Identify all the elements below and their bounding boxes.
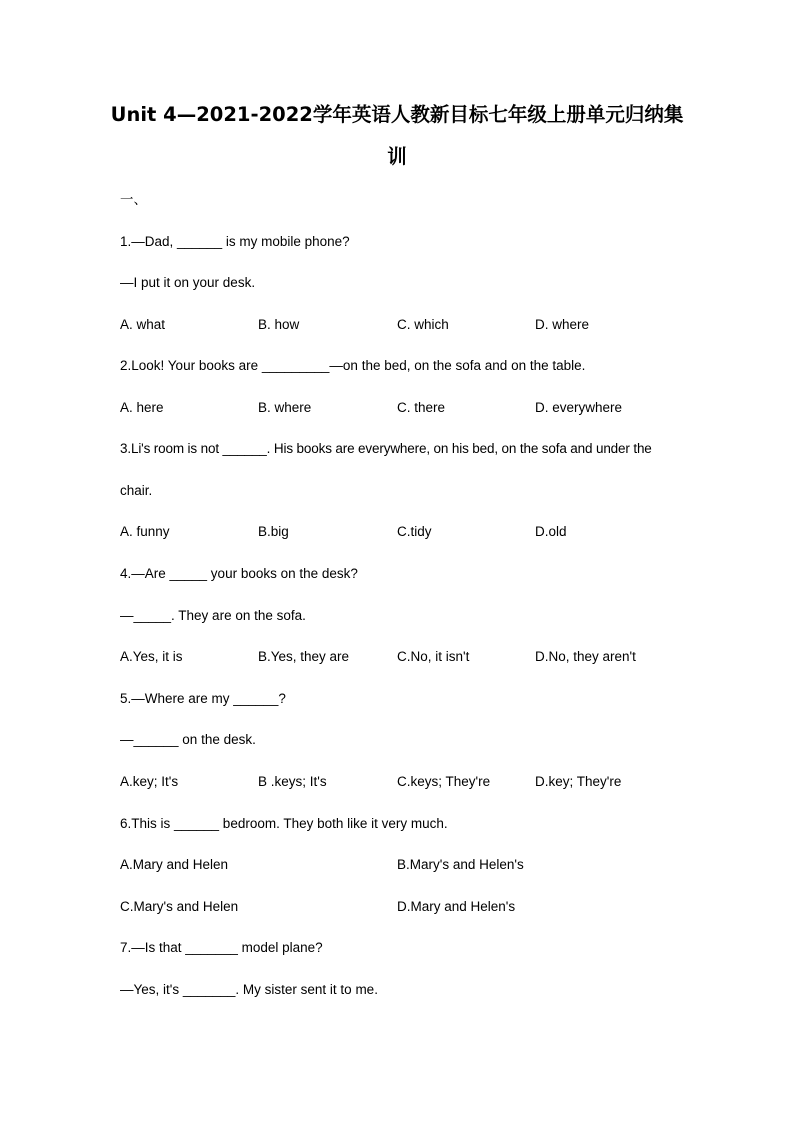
question-3-option-d: D.old (535, 524, 567, 539)
question-7-stem: 7.—Is that _______ model plane? (120, 940, 323, 955)
question-2-option-c: C. there (397, 400, 446, 415)
question-6-option-d: D.Mary and Helen's (397, 899, 516, 914)
question-2-stem: 2.Look! Your books are _________—on the bed, on the sofa and on the table. (120, 358, 586, 373)
question-5-option-a: A.key; It's (120, 774, 179, 789)
question-1-option-b: B. how (258, 317, 300, 332)
question-1-stem: 1.—Dad, ______ is my mobile phone? (120, 234, 350, 249)
question-1-option-d: D. where (535, 317, 590, 332)
question-3-stem: 3.Li's room is not ______. His books are everywhere, on his bed, on the sofa and under the (120, 441, 652, 456)
question-3-option-c: C.tidy (397, 524, 432, 539)
question-5-option-d: D.key; They're (535, 774, 622, 789)
document-title-line-2: 训 (387, 145, 407, 168)
question-5-response: —______ on the desk. (120, 732, 256, 747)
question-5-option-c: C.keys; They're (397, 774, 491, 789)
question-7-response: —Yes, it's _______. My sister sent it to me. (120, 982, 378, 997)
document-title-line-1: Unit 4—2021-2022学年英语人教新目标七年级上册单元归纳集 (110, 103, 684, 126)
question-3-option-b: B.big (258, 524, 289, 539)
question-1-option-a: A. what (120, 317, 166, 332)
question-2-option-d: D. everywhere (535, 400, 623, 415)
question-5-stem: 5.—Where are my ______? (120, 691, 286, 706)
question-4-option-b: B.Yes, they are (258, 649, 350, 664)
question-3-stem-continued: chair. (120, 483, 153, 498)
question-1-response: —I put it on your desk. (120, 275, 256, 290)
section-heading: 一、 (120, 192, 147, 207)
question-4-option-a: A.Yes, it is (120, 649, 183, 664)
question-6-option-a: A.Mary and Helen (120, 857, 229, 872)
question-3-option-a: A. funny (120, 524, 170, 539)
question-6-stem: 6.This is ______ bedroom. They both like it very much. (120, 816, 448, 831)
question-4-response: —_____. They are on the sofa. (120, 608, 306, 623)
question-1-option-c: C. which (397, 317, 449, 332)
question-4-option-d: D.No, they aren't (535, 649, 636, 664)
question-2-option-a: A. here (120, 400, 164, 415)
question-6-option-c: C.Mary's and Helen (120, 899, 239, 914)
question-6-option-b: B.Mary's and Helen's (397, 857, 524, 872)
question-5-option-b: B .keys; It's (258, 774, 327, 789)
question-2-option-b: B. where (258, 400, 312, 415)
question-4-stem: 4.—Are _____ your books on the desk? (120, 566, 358, 581)
question-4-option-c: C.No, it isn't (397, 649, 470, 664)
